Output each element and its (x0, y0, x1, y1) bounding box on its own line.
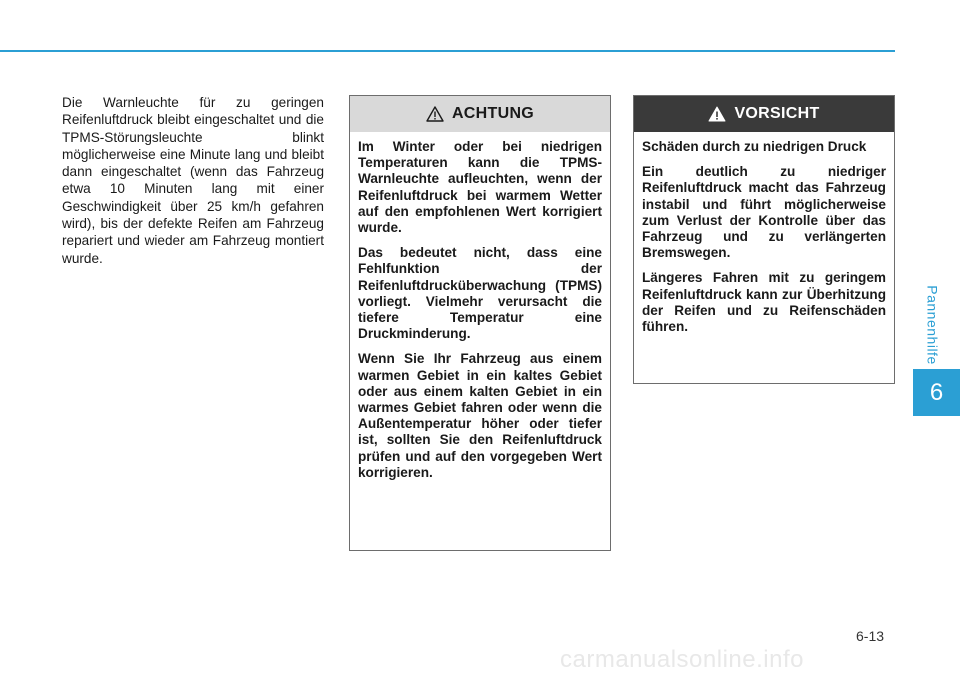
vorsicht-header (634, 96, 894, 132)
vorsicht-body (634, 132, 894, 335)
achtung-paragraph: Wenn Sie Ihr Fahrzeug aus einem warmen Gebiet in ein kaltes Gebiet oder aus einem kalten Gebiet in ein warmes Gebiet fahren oder wenn die Außentemperatur höher oder tiefer ist, sollten Sie den Reifenluftdruck prüfen und auf den vorgegeben Wert korrigieren. (358, 351, 602, 480)
top-rule (0, 50, 895, 52)
chapter-number-tab: 6 (913, 369, 960, 416)
achtung-paragraph: Im Winter oder bei niedrigen Temperaturen kann die TPMS-Warnleuchte aufleuchten, wenn der Reifenluftdruck bei warmem Wetter auf den empfohlenen Wert korrigiert wurde. (358, 139, 602, 236)
vorsicht-paragraph: Schäden durch zu niedrigen Druck (642, 139, 867, 154)
vorsicht-title: VORSICHT (734, 105, 820, 122)
vorsicht-paragraph: Längeres Fahren mit zu geringem Reifenluftdruck kann zur Überhitzung der Reifen und zu Reifenschäden führen. (642, 270, 886, 335)
achtung-header (350, 96, 610, 132)
achtung-body (350, 132, 610, 481)
chapter-side-label (918, 285, 948, 365)
achtung-box (349, 95, 611, 551)
vorsicht-paragraph: Ein deutlich zu niedriger Reifenluftdruck macht das Fahrzeug instabil und führt möglicherweise zum Verlust der Kontrolle über das Fahrzeug und zu verlängerten Bremswegen. (642, 164, 886, 261)
warning-triangle-filled-icon (708, 106, 726, 122)
warning-triangle-outline-icon (426, 106, 444, 122)
watermark: carmanualsonline.info (560, 646, 804, 673)
achtung-title: ACHTUNG (451, 105, 535, 122)
achtung-paragraph: Das bedeutet nicht, dass eine Fehlfunktion der Reifenluftdrucküberwachung (TPMS) vorliegt. Vielmehr verursacht die tiefere Temperatur eine Druckminderung. (358, 245, 602, 342)
page-number: 6-13 (856, 628, 885, 644)
intro-paragraph: Die Warnleuchte für zu geringen Reifenluftdruck bleibt eingeschaltet und die TPMS-Störungsleuchte blinkt möglicherweise eine Minute lang und bleibt dann eingeschaltet (wenn das Fahrzeug etwa 10 Minuten lang mit einer Geschwindigkeit über 25 km/h gefahren wird), bis der defekte Reifen am Fahrzeug repariert und wieder am Fahrzeug montiert wurde. (62, 95, 324, 266)
chapter-side-label-text: Pannenhilfe (925, 285, 942, 365)
vorsicht-box (633, 95, 895, 384)
